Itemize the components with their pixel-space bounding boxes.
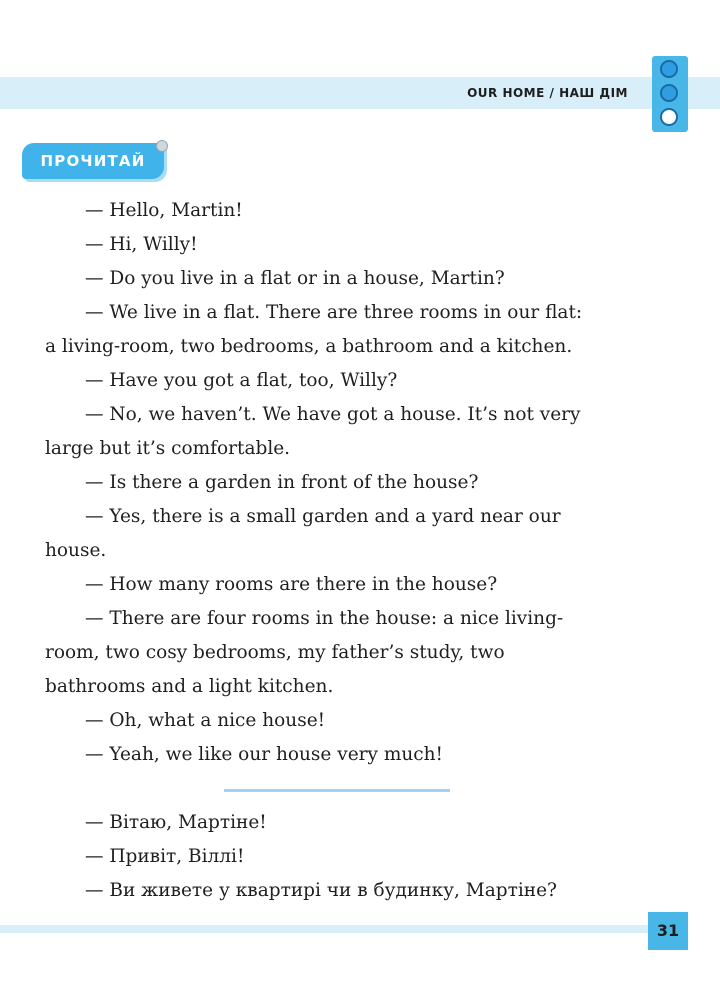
page-number: 31 xyxy=(648,912,688,950)
dialogue-line: — Привіт, Віллі! xyxy=(85,846,245,867)
progress-dot-icon xyxy=(660,84,678,102)
dialogue-line: — Is there a garden in front of the house? xyxy=(85,472,479,493)
dialogue-line: — Yes, there is a small garden and a yard near our xyxy=(85,506,561,527)
section-title: OUR HOME / НАШ ДІМ xyxy=(467,86,628,100)
dialogue-line: — Have you got a flat, too, Willy? xyxy=(85,370,398,391)
dialogue-line: — No, we haven’t. We have got a house. It’s not very xyxy=(85,404,581,425)
pin-icon xyxy=(156,140,168,152)
progress-dots-tab xyxy=(652,56,688,132)
dialogue-line: large but it’s comfortable. xyxy=(45,438,291,459)
dialogue-line: house. xyxy=(45,540,107,561)
dialogue-line: — Вітаю, Мартіне! xyxy=(85,812,267,833)
dialogue-line: — We live in a flat. There are three rooms in our flat: xyxy=(85,302,583,323)
read-badge: ПРОЧИТАЙ xyxy=(22,143,164,179)
dialogue-line: — Do you live in a flat or in a house, Martin? xyxy=(85,268,505,289)
progress-dot-icon xyxy=(660,60,678,78)
progress-dot-icon xyxy=(660,108,678,126)
dialogue-line: — There are four rooms in the house: a nice living- xyxy=(85,608,564,629)
dialogue-line: — How many rooms are there in the house? xyxy=(85,574,498,595)
dialogue-line: a living-room, two bedrooms, a bathroom and a kitchen. xyxy=(45,336,573,357)
dialogue-line: — Hello, Martin! xyxy=(85,200,243,221)
dialogue-line: room, two cosy bedrooms, my father’s study, two xyxy=(45,642,505,663)
footer-band xyxy=(0,925,648,933)
dialogue-line: — Hi, Willy! xyxy=(85,234,198,255)
section-divider xyxy=(224,789,450,792)
dialogue-line: — Yeah, we like our house very much! xyxy=(85,744,443,765)
dialogue-line: bathrooms and a light kitchen. xyxy=(45,676,334,697)
ukrainian-dialogue xyxy=(45,806,631,908)
dialogue-line: — Oh, what a nice house! xyxy=(85,710,326,731)
dialogue-line: — Ви живете у квартирі чи в будинку, Мартіне? xyxy=(85,880,557,901)
english-dialogue xyxy=(45,194,631,772)
